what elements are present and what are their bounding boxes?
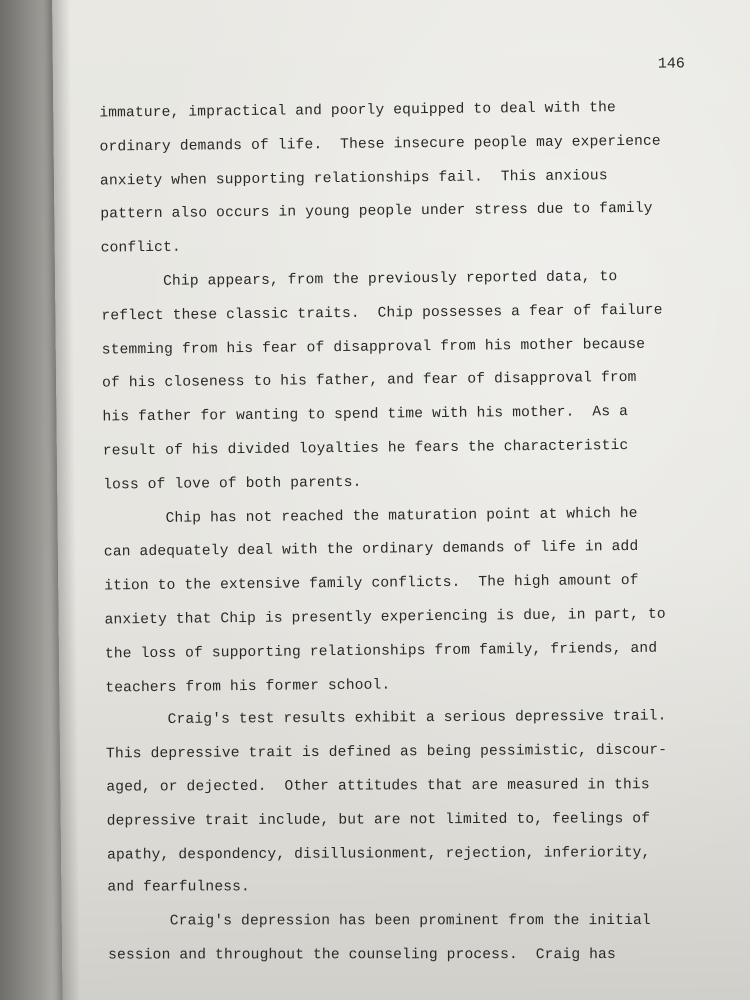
page-number: 146 xyxy=(657,55,685,73)
document-page xyxy=(52,0,750,1000)
text-line: stemming from his fear of disapproval from his mother because xyxy=(101,336,646,359)
text-line: immature, impractical and poorly equipped to deal with the xyxy=(99,100,617,122)
text-line: session and throughout the counseling process. Craig has xyxy=(108,946,616,964)
text-line: pattern also occurs in young people under stress due to family xyxy=(100,201,653,223)
text-line: conflict. xyxy=(100,239,181,257)
text-line: can adequately deal with the ordinary demands of life in add xyxy=(103,539,639,561)
text-line: reflect these classic traits. Chip possesses a fear of failure xyxy=(101,302,663,325)
text-line: the loss of supporting relationships from family, friends, and xyxy=(104,640,658,663)
text-line: his father for wanting to spend time with his mother. As a xyxy=(102,404,629,426)
text-line: anxiety that Chip is presently experiencing is due, in part, to xyxy=(104,606,666,629)
text-line: teachers from his former school. xyxy=(105,677,391,697)
text-line: loss of love of both parents. xyxy=(103,474,362,494)
text-line: apathy, despondency, disillusionment, rejection, inferiority, xyxy=(107,844,651,864)
paragraph-start-line: Craig's test results exhibit a serious depressive trail. xyxy=(167,708,667,729)
text-line: result of his divided loyalties he fears the characteristic xyxy=(102,437,629,460)
text-line: ition to the extensive family conflicts. The high amount of xyxy=(104,573,639,595)
text-line: anxiety when supporting relationships fail. This anxious xyxy=(99,167,608,190)
paragraph-start-line: Chip has not reached the maturation point at which he xyxy=(165,505,638,527)
text-line: ordinary demands of life. These insecure people may experience xyxy=(99,133,661,156)
page-binding-shadow xyxy=(52,0,81,1000)
paragraph-start-line: Craig's depression has been prominent from the initial xyxy=(169,913,651,930)
body-text xyxy=(99,91,728,976)
text-line: of his closeness to his father, and fear of disapproval from xyxy=(102,370,637,392)
paragraph-start-line: Chip appears, from the previously reported data, to xyxy=(162,269,618,290)
text-line: This depressive trait is defined as being pessimistic, discour- xyxy=(105,742,668,763)
text-line: aged, or dejected. Other attitudes that are measured in this xyxy=(106,777,650,796)
text-line: depressive trait include, but are not limited to, feelings of xyxy=(106,810,651,830)
text-line: and fearfulness. xyxy=(107,879,250,896)
